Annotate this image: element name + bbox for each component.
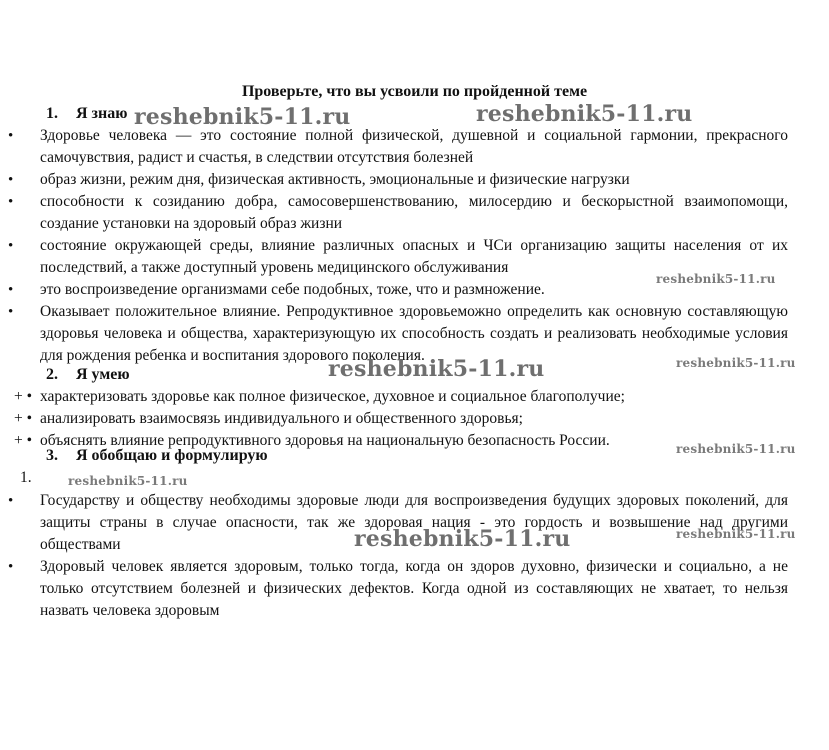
plus-bullet-icon: + • xyxy=(14,410,33,427)
watermark: reshebnik5-11.ru xyxy=(328,356,545,382)
section-heading-can xyxy=(46,365,130,385)
section-number: 1. xyxy=(46,105,58,122)
bullet-icon: • xyxy=(8,172,14,188)
watermark: reshebnik5-11.ru xyxy=(676,356,796,370)
list-item: состояние окружающей среды, влияние различных опасных и ЧСи организацию защиты населения от их последствий, а также доступный уровень медицинского обслуживания xyxy=(40,237,788,276)
list-item: + • объяснять влияние репродуктивного здоровья на национальную безопасность России. xyxy=(14,430,610,452)
list-item: Здоровье человека — это состояние полной физической, душевной и социальной гармонии, прекрасного самочувствия, радист и счастья, в следствии отсутствия болезней xyxy=(40,127,788,166)
section-heading-know xyxy=(46,104,127,124)
list-item: + • анализировать взаимосвязь индивидуального и общественного здоровья; xyxy=(14,408,523,430)
list-item: Оказывает положительное влияние. Репродуктивное здоровьеможно определить как основную составляющую здоровья человека и общества, характеризующую их способность создать и реализовать необходимые условия для рождения ребенка и воспитания здорового поколения. xyxy=(40,303,788,364)
bullet-icon: • xyxy=(8,128,14,144)
list-item: Государству и обществу необходимы здоровые люди для воспроизведения будущих здоровых поколений, для защиты страны в случае опасности, так же здоровая нация - это гордость и возвышение над другими обществами xyxy=(40,492,788,553)
bullet-icon: • xyxy=(8,493,14,509)
bullet-icon: • xyxy=(8,559,14,575)
bullet-icon: • xyxy=(8,282,14,298)
watermark: reshebnik5-11.ru xyxy=(476,101,693,127)
list-item: это воспроизведение организмами себе подобных, тоже, что и размножение. xyxy=(40,281,545,298)
section-title: Я обобщаю и формулирую xyxy=(76,447,268,464)
watermark: reshebnik5-11.ru xyxy=(676,442,796,456)
watermark: reshebnik5-11.ru xyxy=(676,527,796,541)
watermark: reshebnik5-11.ru xyxy=(134,104,351,130)
list-item: + • характеризовать здоровье как полное физическое, духовное и социальное благополучие; xyxy=(14,386,625,408)
bullet-icon: • xyxy=(8,194,14,210)
list-item: Здоровый человек является здоровым, только тогда, когда он здоров духовно, физически и социально, а не только отсутствием болезней и физических дефектов. Когда одной из составляющих не хватает, то нельзя назвать человека здоровым xyxy=(40,558,788,619)
page-title: Проверьте, что вы усвоили по пройденной теме xyxy=(241,83,588,100)
section-title: Я умею xyxy=(76,366,130,383)
section-number: 2. xyxy=(46,366,58,383)
list-number: 1. xyxy=(20,469,32,486)
bullet-icon: • xyxy=(8,304,14,320)
plus-bullet-icon: + • xyxy=(14,388,33,405)
plus-bullet-icon: + • xyxy=(14,432,33,449)
watermark: reshebnik5-11.ru xyxy=(354,526,571,552)
section-title: Я знаю xyxy=(76,105,128,122)
watermark: reshebnik5-11.ru xyxy=(656,272,776,286)
section-heading-generalize xyxy=(46,446,268,466)
list-item: образ жизни, режим дня, физическая активность, эмоциональные и физические нагрузки xyxy=(40,171,630,188)
list-item: способности к созиданию добра, самосовершенствованию, милосердию и бескорыстной взаимопомощи, создание установки на здоровый образ жизни xyxy=(40,193,788,232)
section-number: 3. xyxy=(46,447,58,464)
watermark: reshebnik5-11.ru xyxy=(68,474,188,488)
bullet-icon: • xyxy=(8,238,14,254)
